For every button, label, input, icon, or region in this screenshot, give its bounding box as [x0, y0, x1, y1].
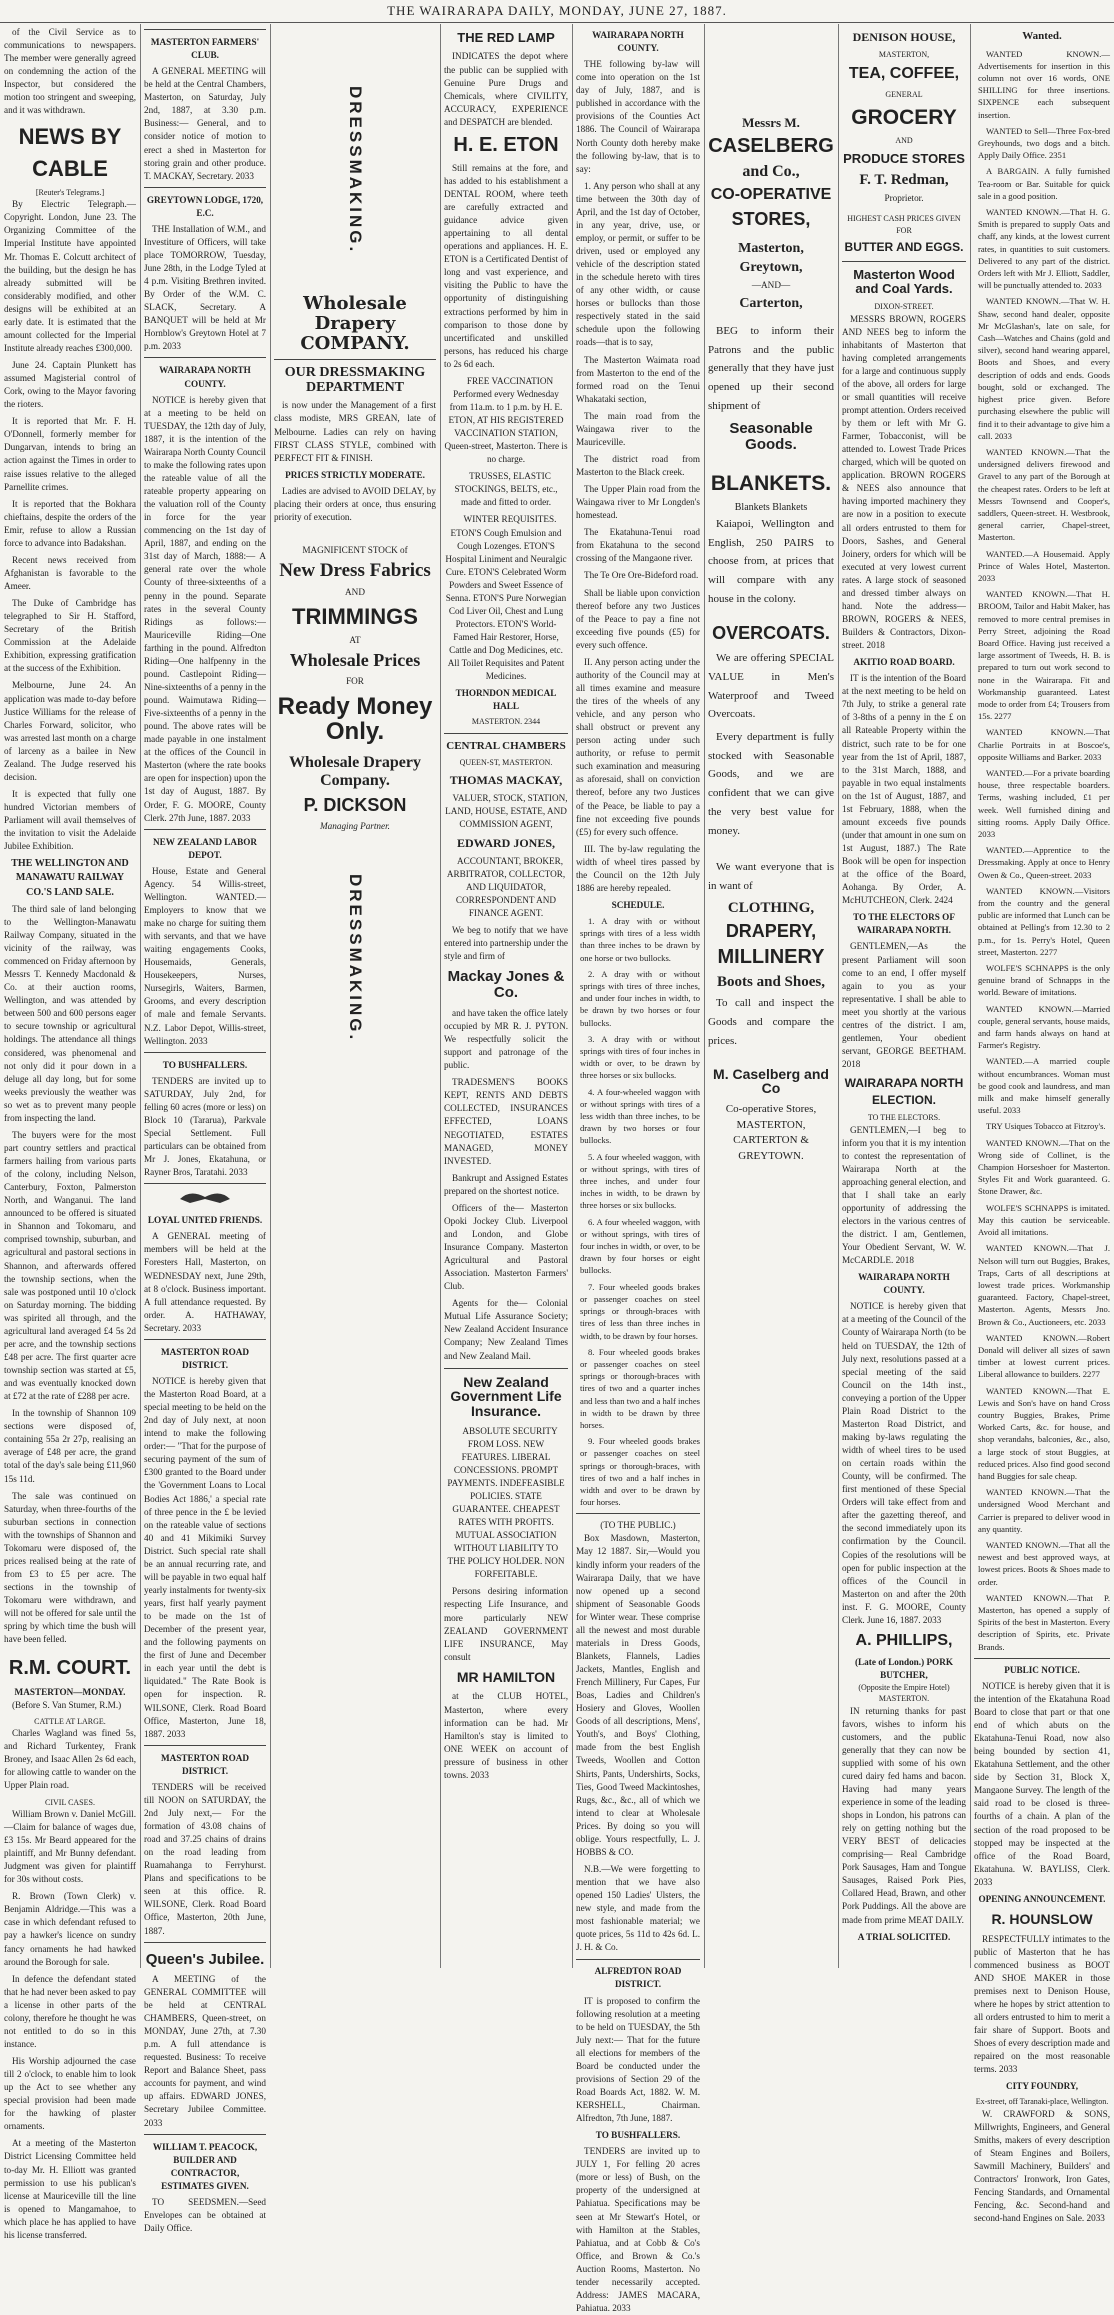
- schedule-item: 2. A dray with or without springs with tires of three inches, and under four inches in width, to be drawn by two horses or four bullocks.: [580, 968, 700, 1028]
- general: GENERAL: [885, 90, 923, 100]
- bylaw-intro: THE following by-law will come into operation on the 1st day of July, 1887, and is published in accordance with the provisions of the Counties Act 1886. The Council of Wairarapa North County doth hereby make the following by-law, that is to say:: [576, 59, 700, 174]
- wanted-item: WANTED KNOWN.—That the undersigned delivers firewood and Gravel to any part of the Borough at the cheapest rates. Orders to be left at Messrs Townsend and Cooper's, saddlers, Queen-street. H. Westbrook, general carrier, Chapel-street, Masterton.: [978, 446, 1110, 543]
- bylaw-para: The district road from Masterton to the Black creek.: [576, 453, 700, 477]
- nz-govt-insurance: New Zealand Government Life Insurance.: [450, 1373, 562, 1419]
- seasonable-goods: Seasonable Goods.: [729, 420, 813, 453]
- mackay-name: THOMAS MACKAY,: [449, 772, 563, 787]
- wanted-item: WANTED.—For a private boarding house, three respectable boarders. Terms, washing included, £1 per week. Well furnished dining and sitting rooms. Apply Daily Office. 2033: [978, 767, 1110, 839]
- red-lamp-body: INDICATES the depot where the public can be supplied with Genuine Pure Drugs and Chemicals, where CIVILITY, ACCURACY, EXPERIENCE and DESPATCH are blended.: [444, 51, 568, 127]
- city-foundry-sub: Ex-street, off Taranaki-place, Wellington.: [975, 2097, 1109, 2107]
- insurance-features: ABSOLUTE SECURITY FROM LOSS. NEW FEATURES. LIBERAL CONCESSIONS. PROMPT PAYMENTS. INDEFEASIBLE POLICIES. STATE GUARANTEE. CHEAPEST RATES WITH PROFITS. MUTUAL ASSOCIATION WITHOUT LIABILITY TO THE POLICY HOLDER. NON FORFEITABLE.: [447, 1425, 565, 1580]
- advertisement: [144, 29, 266, 183]
- wanted-item: WANTED KNOWN.—Robert Donald will deliver all sizes of sawn timber at lowest current prices. Liberal allowance to builders. 2277: [978, 1332, 1110, 1380]
- column-wanted: [974, 26, 1110, 2224]
- jones-name: EDWARD JONES,: [456, 835, 555, 850]
- news-para: June 24. Captain Plunkett has assumed Magisterial control of Cork, owing to the Mayor favoring the rioters.: [4, 360, 136, 410]
- court-para: At a meeting of the Masterton District Licensing Committee held to-day Mr. H. Elliott was granted permission to use his publican's license at Mauriceville till the line is opened to Mangamahoe, to which place he has applied to have his license transferred.: [4, 2138, 136, 2240]
- to-the-public: (TO THE PUBLIC.): [600, 1520, 676, 1531]
- wanted-item: WANTED KNOWN.—That P. Masterton, has opened a supply of Spirits of the best in Masterton. Every description of Spirits, etc. Private Brands.: [978, 1592, 1110, 1652]
- medical-hall-sub: MASTERTON. 2344: [471, 717, 541, 727]
- advertisement: [144, 1745, 266, 1938]
- news-sub: [Reuter's Telegrams.]: [35, 187, 105, 197]
- schedule-item: 6. A four wheeled waggon, with or without springs, with tires of four inches in width, or over, to be drawn by four horses or eight bullocks.: [580, 1216, 700, 1276]
- dept-body: Ladies are advised to AVOID DELAY, by placing their orders at once, thus ensuring priority of execution.: [274, 485, 436, 522]
- denison-sub: MASTERTON,: [878, 50, 930, 60]
- ad-body: NOTICE is hereby given that at a meeting to be held on TUESDAY, the 12th day of July, 1887, it is the intention of the Wairarapa North County Council to make the following rates upon the rateable value of all the rateable property appearing on the valuation roll of the County in force for the year commencing on the 1st day of April, 1887, and ending on the 31st day of March, 1888:— A general rate over the whole County of three-sixteenths of a penny in the pound. Separate rates in the several County Ridings as follows:— Mauriceville Riding—One farthing in the pound. Alfredton Riding—One halfpenny in the pound. Castlepoint Riding—Nine-sixteenths of a penny in the pound. Waimutawa Riding—Five-sixteenths of a penny in the pound. The above rates will be made payable in one instalment at the offices of the Council in Masterton (where the rate books are open for inspection) upon the 1st day of August, 1887. By Order, F. G. MOORE, County Clerk. 27th June, 1887. 2033: [144, 394, 266, 823]
- land-sale-para: The buyers were for the most part country settlers and practical farmers hailing from various parts of the colony, including Nelson, Canterbury, Foxton, Palmerston North, and Wanganui. The land announced to be offered is situated in Shannon and Tokomaru, and comprised township, suburban, and agricultural and pastoral sections in Shannon, and afterwards offered the township sections, when the sale was postponed until 10 o'clock on Saturday morning. The bidding was spirited all through, and the agricultural land averaged £4 5s 2d per acre, and the township sections £48 per acre. The first quarter acre township section was started at £5, and was eventually knocked down at £72 at the rate of £288 per acre.: [4, 1129, 136, 1402]
- tea-coffee: TEA, COFFEE,: [848, 65, 960, 83]
- ad-title: MASTERTON ROAD DISTRICT.: [160, 1346, 250, 1370]
- land-sale-heading: THE WELLINGTON AND MANAWATU RAILWAY CO.'S LAND SALE.: [11, 858, 129, 898]
- column-caselberg: [708, 26, 834, 1966]
- masthead: THE WAIRARAPA DAILY, MONDAY, JUNE 27, 1887.: [0, 0, 1114, 23]
- wanted-item: WANTED KNOWN.—That W. H. Shaw, second hand dealer, opposite Mr McGlashan's, late on sale, for Cash—Watches and Chains (gold and silver), second hand wearing apparel, Boots and Shoes, and every description of odds and ends. Goods bought, sold or exchanged. The highest price given. Before purchasing elsewhere the public will find it to their advantage to give him a call. 2033: [978, 296, 1110, 441]
- ad-title: TO BUSHFALLERS.: [162, 1059, 248, 1070]
- vertical-banner: [274, 874, 436, 1042]
- drapery: DRAPERY,: [725, 921, 817, 942]
- redman-name: F. T. Redman,: [859, 171, 949, 188]
- medical-hall: THORNDON MEDICAL HALL: [455, 688, 557, 712]
- town-carterton: Carterton,: [739, 296, 803, 312]
- wood-body: MESSRS BROWN, ROGERS AND NEES beg to inform the inhabitants of Masterton that having completed arrangements for a large and continuous supply of the above, all orders for large or small quantities will receive prompt attention. Orders received by them or left with Mr G. Farmer, Tobacconist, will be attended to. Lowest Trade Prices charged, which will be quoted on application. BROWN ROGERS & NEES also announce that having imported machinery they are now in a position to execute all orders entrusted to them for Doors, Sashes, and General Joinery, orders for which will be executed at very lowest current rates. A large stock of seasoned and dressed timber always on hand. Note the address— BROWN, ROGERS & NEES, Builders & Contractors, Dixon-street. 2018: [842, 313, 966, 651]
- news-para: Recent news received from Afghanistan is favorable to the Ameer.: [4, 554, 136, 592]
- ad-body: A GENERAL meeting of members will be held at the Foresters Hall, Masterton, on WEDNESDAY next, June 29th, at 8 o'clock. Business important. A full attendance requested. By order. A. HATHAWAY, Secretary. 2033: [144, 1231, 266, 1333]
- bylaw-heading: WAIRARAPA NORTH COUNTY.: [592, 30, 684, 54]
- electors-heading: TO THE ELECTORS OF WAIRARAPA NORTH.: [853, 912, 955, 936]
- public-letter: Box Masdown, Masterton, May 12 1887. Sir,—Would you kindly inform your readers of the Wairarapa Daily, that we have now opened up a second shipment of Seasonable Goods for Winter wear. These comprise all the newest and most durable materials in Dress Goods, Blankets, Flannels, Ladies Jackets, Mantles, English and French Millinery, Fur Capes, Fur Boas, Ladies and Children's Hosiery and Gloves, Woollen Goods of all descriptions, Mens', Youth's, and Boys' Clothing, made from the best English Tweeds, Woollen and Cotton Shirts, Pants, Undershirts, Socks, Ties, Good Tweed Mackintoshes, Rugs, &c., &c., all of which we intend to clear at Wholesale Prices. By doing so you will oblige. Yours respectfully, L. J. HOBBS & CO.: [576, 1533, 700, 1857]
- wanted-item: WANTED KNOWN.—That Charlie Portraits in at Boscoe's, opposite Williams and Barker. 2033: [978, 727, 1110, 762]
- public-notice-body: NOTICE is hereby given that it is the intention of the Ekatahuna Road Board to close that part or that one end of which abuts on the Ekatahuna-Tenui Road, now also being bounded by section 41, Ekatahuna Settlement, and the other side by Section 31, Block X, Mangaone Survey. The length of the said road to be closed is three-fourths of a chain. A plan of the section of the road proposed to be stopped may be inspected at the office of the Road Board, Ekatahuna. W. BAYLISS, Clerk. 2033: [974, 1680, 1110, 1887]
- bushfallers-body: TENDERS are invited up to JULY 1, For felling 20 acres (more or less) of Bush, on the property of the undersigned at Pahiatua. Specifications may be seen at Mr Stewart's Hotel, or with Hamilton at the Stables, Pahiatua, and at Cobb & Co's Office, and Brown & Co.'s Auction Rooms, Masterton. No tender necessarily accepted. Address: JAMES MACARA, Pahiatua. 2033: [576, 2146, 700, 2313]
- bylaw-para: The main road from the Waingawa river to the Mauriceville.: [576, 410, 700, 447]
- overcoats-body: We are offering SPECIAL VALUE in Men's Waterproof and Tweed Overcoats.: [708, 652, 834, 721]
- agents-list: Agents for the— Colonial Mutual Life Assurance Society; New Zealand Accident Insurance Company; New Zealand Times and New Zealand Mail.: [444, 1298, 568, 1361]
- hamilton-name: MR HAMILTON: [456, 1668, 556, 1685]
- wanted-item: WOLFE'S SCHNAPPS is imitated. May this caution be serviceable. Avoid all imitations.: [978, 1202, 1110, 1238]
- magnificent-stock: MAGNIFICENT STOCK of: [302, 544, 408, 555]
- jones-body: ACCOUNTANT, BROKER, ARBITRATOR, COLLECTOR, AND LIQUIDATOR, CORRESPONDENT AND FINANCE AGENT.: [446, 855, 566, 919]
- mackay-body: VALUER, STOCK, STATION, LAND, HOUSE, ESTATE, AND COMMISSION AGENT,: [445, 792, 568, 829]
- and-word: AND: [895, 135, 913, 145]
- trial-solicited: A TRIAL SOLICITED.: [857, 1931, 951, 1942]
- wanted-item: WANTED KNOWN.—That all the newest and best approved ways, at lowest prices. Boots & Shoes made to order.: [978, 1539, 1110, 1587]
- news-para: Melbourne, June 24. An application was made to-day before Justice Williams for the release of Charles Forward, solicitor, who was arrested last month on a charge of larceny as a bailee in New Zealand. The Judge reserved his decision.: [4, 680, 136, 782]
- advertisement: [144, 1052, 266, 1180]
- want-body: We want everyone that is in want of: [708, 861, 834, 892]
- manager-name: P. DICKSON: [303, 794, 407, 815]
- alfredton-heading: ALFREDTON ROAD DISTRICT.: [594, 1966, 682, 1990]
- column-grocery: [842, 26, 966, 1966]
- city-foundry: CITY FOUNDRY,: [1006, 2081, 1078, 2092]
- court-para: R. Brown (Town Clerk) v. Benjamin Aldridge.—This was a case in which defendant refused to pay a hawker's licence on sundry fancy ornaments he had hawked around the Borough for sale.: [4, 1891, 136, 1967]
- news-intro: of the Civil Service as to communications to newspapers. The member were generally agreed on condemning the action of the Inspector, but considered the motion too stringent and sweeping, and it was withdrawn.: [4, 27, 136, 116]
- department-body: Every department is fully stocked with Seasonable Goods, and we are confident that we can give the very best value for money.: [708, 731, 834, 837]
- rm-court-heading: R.M. COURT.: [8, 1657, 132, 1680]
- schedule-item: 9. Four wheeled goods brakes or passenger coaches on steel springs or thorough-braces, with tires of two and a half inches in width and over to be drawn by four horses.: [580, 1436, 700, 1508]
- ad-body: House, Estate and General Agency. 54 Willis-street, Wellington. WANTED.—Employers to know that we make no charge for suiting them with servants, and that we have waiting engagements Cooks, Housemaids, Generals, Housekeepers, Nurses, Nursegirls, Waiters, Barmen, Grooms, and every description of male and female Servants. N.Z. Labor Depot, Willis-street, Wellington. 2033: [144, 865, 266, 1046]
- wanted-item: WOLFE'S SCHNAPPS is the only genuine brand of Schnapps in the world. Beware of imitations.: [978, 963, 1110, 998]
- election-sub: TO THE ELECTORS.: [867, 1113, 941, 1123]
- manager-title: Managing Partner.: [320, 821, 390, 832]
- schedule-item: 8. Four wheeled goods brakes or passenger coaches on steel springs or thorough-braces with tires of two and a quarter inches and less than two and a half inches in width to be drawn by three horses.: [580, 1346, 700, 1430]
- call-inspect: To call and inspect the Goods and compare the prices.: [708, 997, 834, 1047]
- ad-title: GREYTOWN LODGE, 1720, E.C.: [146, 194, 264, 218]
- denison-house: DENISON HOUSE,: [852, 30, 956, 44]
- bylaw-para: II. Any person acting under the authority of the Council may at all times examine and measure the tires of the wheels of any vehicle, and any person who shall obstruct or prevent any person acting under such authority, or refuse to permit such examination and measuring as aforesaid, shall on conviction thereof, before any two Justices of the Peace, be liable to pay a fine not exceeding five pounds (£5) for every such offence.: [576, 656, 700, 837]
- and-line: AND: [345, 586, 365, 597]
- town-masterton: Masterton,: [738, 240, 804, 256]
- wanted-item: WANTED to Sell—Three Fox-bred Greyhounds, two dogs and a bitch. Apply Daily Office. 2351: [978, 125, 1110, 161]
- alfredton-body: IT is proposed to confirm the following resolution at a meeting to be held on TUESDAY, the 5th July next:— That for the future all elections for members of the Board be conducted under the provisions of Section 29 of the Road Boards Act, 1882. W. M. KERSHELL, Chairman. Alfredton, 7th June, 1887.: [576, 1995, 700, 2124]
- county-heading: WAIRARAPA NORTH COUNTY.: [858, 1272, 950, 1296]
- overcoats-heading: OVERCOATS.: [712, 623, 830, 644]
- eton-body: Still remains at the fore, and has added to his establishment a DENTAL ROOM, where teeth are carefully extracted and guidance advice given appertaining to all dental operations and appliances. H. E. ETON is a Certificated Dentist of long and vast experience, and visiting the Public to have the opportunity of distinguishing extractions performed by him in comparison to those done by uncertificated and unskilled persons, has reduced his charge to 2s 6d each.: [444, 162, 568, 369]
- millinery: MILLINERY: [717, 945, 825, 968]
- bylaw-para: The Te Ore Ore-Bideford road.: [584, 570, 699, 581]
- blankets-body: Kaiapoi, Wellington and English, 250 PAIRS to choose from, at prices that will compare with any house in the colony.: [708, 517, 834, 605]
- highest-prices: HIGHEST CASH PRICES GIVEN FOR: [847, 214, 961, 235]
- and-co: and Co.,: [742, 163, 800, 181]
- court-para: Charles Wagland was fined 5s, and Richard Turkentey, Frank Broney, and Isaac Allen 2s 6d each, for allowing cattle to wander on the Upper Plain road.: [4, 1728, 136, 1791]
- trusses: TRUSSES, ELASTIC STOCKINGS, BELTS, etc., made and fitted to order.: [454, 471, 558, 508]
- phillips-name: A. PHILLIPS,: [855, 1631, 953, 1649]
- news-para: The Duke of Cambridge has telegraphed to Sir H. Stafford, Secretary of the British Commission at the Adelaide Exhibition, expressing gratification at the success of the Exhibition.: [4, 598, 136, 674]
- ad-title: NEW ZEALAND LABOR DEPOT.: [153, 836, 257, 860]
- partnership-body: We beg to notify that we have entered into partnership under the style and firm of: [444, 925, 568, 962]
- ad-body: TENDERS are invited up to SATURDAY, July 2nd, for felling 60 acres (more or less) on Block 10 (Tararua), Parkvale Special Settlement. Full particulars can be obtained from Mr J. Jones, Ekatahuna, or Rayner Bros, Taratahi. 2033: [144, 1075, 266, 1178]
- services-list: TRADESMEN'S BOOKS KEPT, RENTS AND DEBTS COLLECTED, INSURANCES EFFECTED, LOANS NEGOTIATED, ESTATES MANAGED, MONEY INVESTED.: [444, 1077, 568, 1166]
- bylaw-para: Shall be liable upon conviction thereof before any two Justices of the Peace to pay a fine not exceeding five pounds (£5) for every such offence.: [576, 587, 700, 650]
- ad-body: THE Installation of W.M., and Investiture of Officers, will take place TOMORROW, Tuesday, June 28th, in the Lodge Tyled at 4 p.m. Visiting Brethren invited. By Order of the W.M. C. SLACK, Secretary. A BANQUET will be held at Mr Hornblow's Greytown Hotel at 7 p.m. 2033: [144, 223, 266, 352]
- eton-name: H. E. ETON: [453, 133, 559, 156]
- central-chambers: CENTRAL CHAMBERS: [446, 739, 566, 752]
- trimmings-line: TRIMMINGS: [292, 603, 418, 629]
- nb-note: N.B.—We were forgetting to mention that we have also opened 150 Ladies' Ulsters, the new style, and made from the most fashionable material; we quote prices, 5s 11d to 42s 6d. L. J. H. & Co.: [576, 1863, 700, 1953]
- ad-body: A GENERAL MEETING will be held at the Central Chambers, Masterton, on Saturday, July 2nd, 1887, at 3.30 p.m. Business:— General, and to consider notice of motion to erect a shed in Masterton for storing grain and other produce. T. MACKAY, Secretary. 2033: [144, 66, 266, 181]
- bankrupt-estates: Bankrupt and Assigned Estates prepared on the shortest notice.: [444, 1172, 568, 1196]
- column-rule: [270, 24, 271, 1968]
- wanted-item: WANTED.—A Housemaid. Apply Prince of Wales Hotel, Masterton. 2033: [978, 548, 1110, 583]
- court-subhead: CIVIL CASES.: [45, 1797, 95, 1807]
- mackay-jones-firm: Mackay Jones & Co.: [447, 968, 565, 1002]
- election-heading: WAIRARAPA NORTH ELECTION.: [844, 1076, 964, 1108]
- butter-eggs: BUTTER AND EGGS.: [844, 239, 964, 254]
- election-body: GENTLEMEN,—I beg to inform you that it is my intention to contest the representation of Wairarapa North at the approaching general election, and that I shall take an early opportunity of addressing the electors in the various centres of the district. I am, Gentlemen, Your Obedient Servant, W. W. McCARDLE. 2018: [842, 1124, 966, 1266]
- public-notice-heading: PUBLIC NOTICE.: [1004, 1664, 1080, 1675]
- court-subhead: CATTLE AT LARGE.: [34, 1716, 106, 1726]
- column-notices: [144, 26, 266, 2233]
- advertisement: [144, 829, 266, 1048]
- bylaw-para: The Ekatahuna-Tenui road from Ekatahuna to the second crossing of the Mangaone river.: [576, 527, 700, 564]
- ad-title: MASTERTON FARMERS' CLUB.: [150, 37, 260, 61]
- advertisement: [144, 357, 266, 824]
- red-lamp-title: THE RED LAMP: [457, 30, 555, 45]
- pork-butcher: (Late of London.) PORK BUTCHER,: [854, 1656, 953, 1680]
- column-rule: [838, 24, 839, 1968]
- caselberg-sign-towns: MASTERTON, CARTERTON & GREYTOWN.: [733, 1118, 809, 1162]
- schedule-item: 1. A dray with or without springs with tires of a less width than three inches to be drawn by one horse or two bullocks.: [580, 916, 700, 963]
- advertisement: [144, 1183, 266, 1335]
- for-line: FOR: [346, 675, 364, 686]
- wanted-item: WANTED KNOWN.—Advertisements for insertion in this column not over 16 words, ONE SHILLING for three insertions. SIXPENCE each subsequent insertion.: [978, 48, 1110, 120]
- ad-body: NOTICE is hereby given that the Masterton Road Board, at a special meeting to be held on the 2nd day of July next, at noon intend to make the following order:— "That for the purpose of securing payment of the sum of £300 granted to the Board under the 'Government Loans to Local Bodies Act 1886,' a special rate of three pence in the £ be levied on the rateable value of sections 40 and 41 Mikimiki Survey District. Such special rate shall be an annual recurring rate, and will be payable in two equal half yearly instalments for twenty-six years, first half yearly payment to be made on the 1st of December of the present year, and the following payments on the first of June and December in each year until the debt is liquidated." The Rate Book is open for inspection. R. WILSONE, Clerk. Road Board Office, Masterton, June 18, 1887. 2033: [144, 1375, 266, 1739]
- wanted-item: WANTED KNOWN.—That on the Wrong side of Collinet, is the Champion Horseshoer for Masterton. Styles Fit and Work guaranteed. G. Stone Drawer, &c.: [978, 1137, 1110, 1197]
- ad-title: WAIRARAPA NORTH COUNTY.: [159, 365, 251, 389]
- county-body: NOTICE is hereby given that at a meeting of the Council of the County of Wairarapa North (to be held on TUESDAY, the 12th of July next, resolutions passed at a special meeting of the said Council on the 14th inst., conveying a portion of the Upper Plain Road District to the Masterton Road District, and making by-laws regulating the width of wheel tires to be used on certain roads within the County, will be confirmed. The first mentioned of these Special Orders will take effect from and after the gazetting thereof, and the second immediately upon its confirmation by the Council. Copies of the resolutions will be open for public inspection at the offices of the Council in Masterton on and after the 20th inst. F. G. MOORE, County Clerk. June 16, 1887. 2033: [842, 1301, 966, 1625]
- caselberg-sign-sub: Co-operative Stores,: [725, 1102, 817, 1115]
- schedule-item: 4. A four-wheeled waggon with or without springs with tires of a less width than three inches, to be drawn by two horses or four bullocks.: [580, 1086, 700, 1146]
- caselberg-name: CASELBERG: [708, 135, 834, 158]
- ad-title: LOYAL UNITED FRIENDS.: [147, 1215, 263, 1226]
- grocery: GROCERY: [851, 105, 957, 129]
- wanted-item: WANTED KNOWN.—Visitors from the country and the general public are informed that Lunch can be obtained at Pelling's from 12.30 to 2 p.m., for 1s. Perry's Hotel, Queen street, Masterton. 2277: [978, 885, 1110, 957]
- news-para: By Electric Telegraph.—Copyright. London, June 23. The Organizing Committee of the Imperial Institute have appointed Mr. Thomas E. Colcutt architect of the building, but the design he has already submitted will be considerably modified, and other designs will be exhibited at an early date. It is estimated that the amount collected for the Imperial Institute already reaches £300,000.: [4, 199, 136, 353]
- wanted-item: WANTED KNOWN.—That E. Lewis and Son's have on hand Cross country Buggies, Brakes, Prime Worked Carts, &c. for house, and shop verandahs, balconies, &c., also, a large stock of stout Buggies, at reduced prices. Also find good second hand Buggies for sale cheap.: [978, 1385, 1110, 1481]
- officers-list: Officers of the— Masterton Opoki Jockey Club. Liverpool and London, and Globe Insurance Company. Masterton Agricultural and Pastoral Association. Masterton Farmers' Club.: [444, 1202, 568, 1292]
- column-rule: [140, 24, 141, 1968]
- land-sale-para: In the township of Shannon 109 sections were disposed of, containing 55a 2r 27p, realising an average of £48 per acre, the grand total of the day's sale being £11,960 15s 11d.: [4, 1408, 136, 1484]
- hounslow-body: RESPECTFULLY intimates to the public of Masterton that he has commenced business as BOOT AND SHOE MAKER in those premises next to Denison House, where he hopes by strict attention to all orders entrusted to him to merit a fair share of Support. Boots and Shoes of every description made and repaired on the most reasonable terms. 2033: [974, 1933, 1110, 2075]
- wood-sub: DIXON-STREET.: [874, 302, 934, 312]
- column-rule: [970, 24, 971, 1968]
- schedule-item: 7. Four wheeled goods brakes or passenger coaches on steel springs or through-braces with tires of less than three inches in width, to be drawn by four horses.: [580, 1281, 700, 1341]
- schedule-heading: SCHEDULE.: [611, 899, 665, 910]
- column-chemist: [444, 26, 568, 1966]
- phillips-address: (Opposite the Empire Hotel) MASTERTON.: [858, 1682, 950, 1704]
- wanted-item: WANTED KNOWN.—That H. G. Smith is prepared to supply Oats and chaff, any kinds, at the lowest current rates, in quantities to suit customers. Delivered to any part of the district. Orders left with Mr J. Elliott, Saddler, will be punctually attended to. 2033: [978, 207, 1110, 291]
- wholesale-prices: Wholesale Prices: [289, 650, 421, 671]
- column-drapery-ad: [274, 26, 436, 1966]
- prices-moderate: PRICES STRICTLY MODERATE.: [285, 469, 425, 480]
- caselberg-intro: BEG to inform their Patrons and the public generally that they have just opened up their second shipment of: [708, 324, 834, 412]
- electors-body: GENTLEMEN,—As the present Parliament will soon come to an end, I offer myself again to you as your representative. I shall be able to meet you shortly at the various centres of the district. I am, gentlemen, Your obedient servant, GEORGE BEETHAM. 2018: [842, 941, 966, 1070]
- blankets-heading: BLANKETS.: [710, 471, 832, 495]
- column-rule: [704, 24, 705, 1968]
- ad-body: TENDERS will be received till NOON on SATURDAY, the 2nd July next,— For the formation of 43.08 chains of road and 37.25 chains of drains on the road leading from Ruamahanga to Ferryhurst. Plans and specifications to be seen at this office. R. WILSONE, Clerk. Road Board Office, Masterton, 20th June, 1887.: [144, 1781, 266, 1936]
- advertisement: [144, 1339, 266, 1741]
- town-greytown: Greytown,: [739, 259, 803, 275]
- wood-coal-yards: Masterton Wood and Coal Yards.: [853, 266, 955, 296]
- wanted-heading: Wanted.: [1022, 30, 1062, 42]
- dressmaking-vertical-text: DRESSMAKING.: [346, 86, 366, 255]
- dressmaking-vertical-text: DRESSMAKING.: [346, 873, 366, 1042]
- fabrics-line: New Dress Fabrics: [279, 560, 431, 582]
- bylaw-para: The Masterton Waimata road from Masterton to the end of the formed road on the Tenui Whakataki section,: [576, 354, 700, 404]
- bushfallers-heading: TO BUSHFALLERS.: [595, 2130, 681, 2141]
- central-chambers-sub: QUEEN-ST, MASTERTON.: [459, 758, 553, 768]
- wanted-item: A BARGAIN. A fully furnished Tea-room or Bar. Suitable for quick sale in a good position.: [978, 166, 1110, 201]
- column-news: [4, 26, 136, 2240]
- proprietor: Proprietor.: [884, 193, 924, 204]
- company-sign: Wholesale Drapery Company.: [289, 754, 421, 789]
- column-rule: [440, 24, 441, 1968]
- produce-stores: PRODUCE STORES: [843, 150, 965, 166]
- vertical-banner: [274, 86, 436, 254]
- vaccination: FREE VACCINATION Performed every Wednesday from 11a.m. to 1 p.m. by H. E. ETON, AT HIS REGISTERED VACCINATION STATION, Queen-street, Masterton. There is no charge.: [444, 375, 568, 465]
- wanted-item: TRY Usiques Tobacco at Fitzroy's.: [986, 1121, 1106, 1132]
- court-para: William Brown v. Daniel McGill.—Claim for balance of wages due, £3 15s. Mr Beard appeared for the plaintiff, and Mr Bunny defendant. Judgment was given for plaintiff for 30s without costs.: [4, 1808, 136, 1885]
- insurance-consult: Persons desiring information respecting Life Insurance, and more particularly NEW ZEALAND GOVERNMENT LIFE INSURANCE, May consult: [444, 1586, 568, 1662]
- caselberg-sign: M. Caselberg and Co: [713, 1065, 829, 1097]
- winter-requisites: WINTER REQUISITES. ETON'S Cough Emulsion and Cough Lozenges. ETON'S Hospital Liniment and Neuralgic Cure. ETON'S Celebrated Worm Powders and Sweet Essence of Senna. ETON'S Pure Norwegian Cod Liver Oil, Chest and Lung Protectors. ETON'S World-Famed Hair Restorer, Horse, Cattle and Dog Medicines, etc. All Toilet Requisites and Patent Medicines.: [445, 514, 567, 682]
- boots-shoes: Boots and Shoes,: [717, 973, 825, 990]
- akitio-body: IT is the intention of the Board at the next meeting to be held on 7th July, to strike a general rate of 3-8ths of a penny in the £ on all Rateable Property within the district, such rate to be for one year from the 1st of April, 1887, to the 31st March, 1888, and payable in two equal instalments on the 1st of August, 1887, and 1st February, 1888, when the amount exceeds five pounds (under that amount in one sum on 1st August, 1887.) The Rate Book will be open for inspection at the office of the Board, Aohanga. By Order, A. McHUTCHEON, Clerk. 2424: [842, 673, 967, 906]
- akitio-heading: AKITIO ROAD BOARD.: [853, 657, 955, 668]
- phillips-body: IN returning thanks for past favors, wishes to inform his customers, and the public generally that they can now be supplied with some of his own cured dairy fed hams and bacon. Having had many years experience in some of the leading shops in London, his patrons can rely on getting nothing but the VERY BEST of delicacies comprising— Real Cambridge Pork Sausages, Ham and Tongue Sausages, Raised Pork Pies, Collared Head, Brawn, and other Pork Puddings. All the above are made from prime MEAT DAILY.: [842, 1705, 966, 1925]
- and-divider: —AND—: [751, 280, 791, 291]
- ad-title: MASTERTON ROAD DISTRICT.: [160, 1752, 250, 1776]
- dept-body: is now under the Management of a first class modiste, MRS GREAN, late of Melbourne. Ladies can rely on having FIRST CLASS STYLE, combined with PERFECT FIT & FINISH.: [274, 400, 436, 463]
- court-para: (Before S. Van Stumer, R.M.): [12, 1699, 122, 1710]
- messrs: Messrs M.: [742, 115, 800, 130]
- crawford-body: W. CRAWFORD & SONS, Millwrights, Engineers, and General Smiths, makers of every description of Steam Engines and Boilers, Sawmill Machinery, Builders' and Contractors' Ironwork, Iron Gates, Fencing Standards, and Ornamental Fencing, &c. Second-hand and second-hand Engines on Sale. 2033: [974, 2108, 1110, 2224]
- ad-title: Queen's Jubilee.: [145, 1950, 265, 1968]
- news-para: It is reported that the Bokhara chieftains, despite the orders of the Emir, refuse to allow a Russian force to advance into Badakshan.: [4, 498, 136, 548]
- wanted-item: WANTED KNOWN.—That H. BROOM, Tailor and Habit Maker, has removed to more central premises in Perry Street, adjoining the Road Board Office. Having just received a large assortment of Tweeds, H. B. is prepared to turn out work second to none in the Wairarapa. Fit and Workmanship guaranteed. Latest mode to order from £4; Trousers from 15s. 2277: [978, 589, 1110, 722]
- dept-title: OUR DRESSMAKING DEPARTMENT: [284, 364, 426, 396]
- advertisement: [144, 2134, 266, 2235]
- wanted-item: WANTED KNOWN.—That J. Nelson will turn out Buggies, Brakes, Traps, Carts of all descriptions at lowest trade prices. Workmanship guaranteed. Factory, Chapel-street, Masterton. Agents, Messrs Jno. Brown & Co., Auctioneers, etc. 2033: [978, 1243, 1110, 1327]
- hounslow-name: R. HOUNSLOW: [991, 1910, 1093, 1927]
- news-para: It is expected that fully one hundred Victorian members of Parliament will avail themselves of the invitation to visit the Adelaide Jubilee Exhibition.: [4, 788, 136, 852]
- column-rule: [572, 24, 573, 1968]
- clothing: CLOTHING,: [727, 899, 815, 916]
- land-sale-para: The third sale of land belonging to the Wellington-Manawatu Railway Company, situated in the vicinity of the railway, was commenced on Friday afternoon by Messrs T. Kennedy Macdonald & Co. at their auction rooms, Wellington, and was attended by between 500 and 600 persons eager to secure township or agricultural holdings. The attendance all things considered, was phenomenal and not only did it pour down in a deluge all day long, but for some weeks previously the weather was so wet as to prevent many people from inspecting the land.: [4, 903, 136, 1123]
- ad-body: TO SEEDSMEN.—Seed Envelopes can be obtained at Daily Office.: [144, 2196, 266, 2233]
- schedule-item: 3. A dray with or without springs with tires of four inches in width or over, to be drawn by three horses or six bullocks.: [580, 1033, 700, 1081]
- wanted-item: WANTED.—Apprentice to the Dressmaking. Apply at once to Henry Owen & Co., Queen-street. 2033: [978, 845, 1110, 880]
- schedule-item: 5. A four wheeled waggon, with or without springs, with tires of three inches, and under four inches in width, to be drawn by three horses or six bullocks.: [580, 1151, 700, 1211]
- company-title: Wholesale Drapery COMPANY.: [300, 293, 410, 354]
- blankets-sub: Blankets Blankets: [734, 501, 808, 513]
- land-sale-para: The sale was continued on Saturday, when three-fourths of the suburban sections in connection with the townships of Shannon and Tokomaru were disposed of, the prices realised being at the rate of from £3 to £5 per acre. The sections in the township of Tokomaru were withdrawn, and will not be offered for sale until the spring by which time the bush will have been felled.: [4, 1490, 136, 1645]
- column-bylaw: [576, 26, 700, 2313]
- ready-money: Ready Money Only.: [277, 693, 433, 746]
- news-para: It is reported that Mr. F. H. O'Donnell, formerly member for Dungarvan, intends to bring an action against the Times in order to raise issues relative to the alleged Parnellite crimes.: [4, 416, 136, 492]
- wanted-item: WANTED KNOWN.—Married couple, general servants, house maids, and farm hands always on hand at Farmer's Registry.: [978, 1003, 1110, 1051]
- handshake-icon: [144, 1187, 266, 1211]
- bylaw-para: 1. Any person who shall at any time between the 30th day of April, and the 1st day of October, in any year, drive, use, or employ, or permit, or suffer to be driven, used or employed any vehicle of the description stated in the schedule hereto with tires of any other width, or cause horses or bullocks than those respectively stated in the said schedule upon the following roads—that is to say,: [576, 180, 700, 348]
- bylaw-para: III. The by-law regulating the width of wheel tires passed by the Council on the 12th July 1886 are hereby repealed.: [576, 843, 700, 893]
- at-line: AT: [349, 635, 361, 646]
- ad-title: WILLIAM T. PEACOCK, BUILDER AND CONTRACTOR, ESTIMATES GIVEN.: [152, 2141, 258, 2191]
- cooperative: CO-OPERATIVE: [710, 185, 832, 203]
- wanted-item: WANTED.—A married couple without encumbrances. Woman must be good cook and laundress, and man milk and make himself generally useful. 2033: [978, 1056, 1110, 1116]
- news-by-cable-heading: NEWS BY CABLE: [18, 124, 122, 181]
- hamilton-body: at the CLUB HOTEL, Masterton, where every information can be had. Mr Hamilton's stay is limited to ONE WEEK on account of pressure of business in other towns. 2033: [444, 1691, 568, 1780]
- advertisement: [144, 187, 266, 354]
- opening-heading: OPENING ANNOUNCEMENT.: [978, 1893, 1106, 1904]
- rm-court-sub: MASTERTON—MONDAY.: [14, 1686, 126, 1697]
- court-para: In defence the defendant stated that he had never been asked to pay a license in other parts of the colony, therefore he thought he was not entitled to do so in this instance.: [4, 1973, 136, 2049]
- stores: STORES,: [731, 208, 811, 229]
- ad-body: A MEETING of the GENERAL COMMITTEE will be held at CENTRAL CHAMBERS, Queen-street, on MONDAY, June 27th, at 7.30 p.m. A full attendance is requested. Business: To receive Report and Balance Sheet, pass accounts for payment, and wind up affairs. EDWARD JONES, Secretary Jubilee Committee. 2033: [144, 1973, 266, 2128]
- wanted-item: WANTED KNOWN.—That the undersigned Wood Merchant and Carrier is prepared to deliver wood in any quantity.: [978, 1487, 1110, 1534]
- bylaw-para: The Upper Plain road from the Waingawa river to Mr Longden's homestead.: [576, 484, 700, 521]
- advertisement: [144, 1942, 266, 2130]
- court-para: His Worship adjourned the case till 2 o'clock, to enable him to look up the Act to see whether any special provision had been made for the hawking of plaster ornaments.: [4, 2056, 136, 2132]
- firm-body: and have taken the office lately occupied by MR R. J. PYTON. We respectfully solicit the support and patronage of the public.: [444, 1007, 568, 1071]
